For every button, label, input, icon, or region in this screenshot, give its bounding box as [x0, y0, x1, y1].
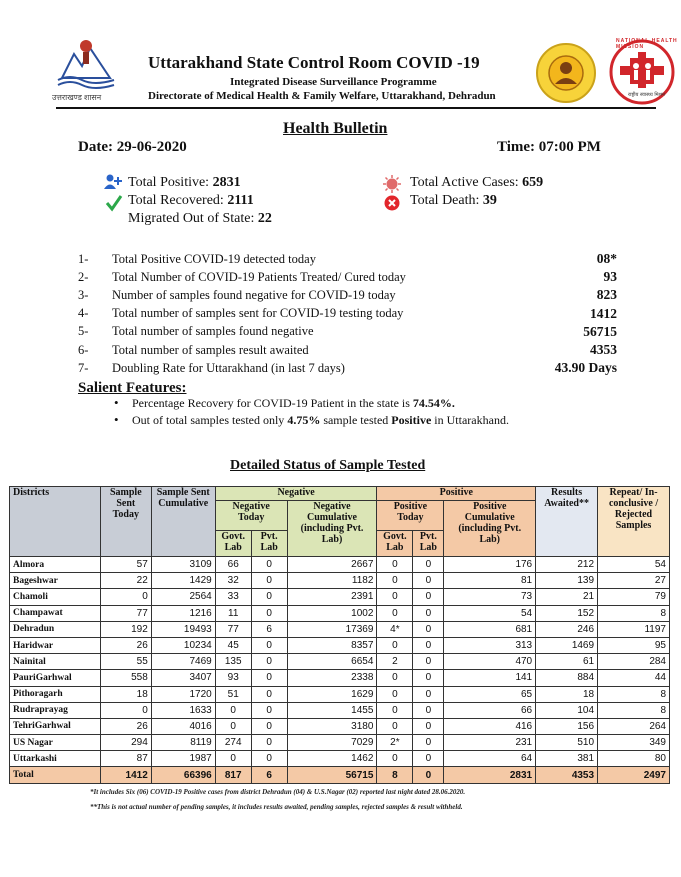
item-text: Total number of samples found negative [112, 324, 314, 339]
cell-sent-today: 87 [100, 751, 151, 767]
item-number: 6- [78, 342, 89, 357]
cell-pos-govt: 0 [377, 573, 413, 589]
cell-repeat-rejected: 8 [598, 686, 670, 702]
bullet2-text-pre: Out of total samples tested only [132, 413, 288, 427]
stat-total-recovered [128, 193, 254, 209]
cell-neg-govt: 93 [215, 670, 251, 686]
cell-pos-govt: 0 [377, 670, 413, 686]
cell-neg-pvt: 6 [251, 621, 287, 637]
col-header-pos-govt-lab: Govt. Lab [377, 531, 413, 557]
cell-neg-pvt: 0 [251, 718, 287, 734]
cell-total-results-awaited: 4353 [536, 767, 598, 783]
cell-pos-govt: 0 [377, 589, 413, 605]
cell-sent-today: 77 [100, 605, 151, 621]
stat-total-positive [128, 175, 241, 191]
item-text: Total Positive COVID-19 detected today [112, 251, 316, 266]
salient-features-list [110, 396, 509, 430]
cell-sent-today: 0 [100, 589, 151, 605]
cell-sent-today: 22 [100, 573, 151, 589]
col-header-neg-pvt-lab: Pvt. Lab [251, 531, 287, 557]
list-item [78, 341, 617, 359]
cell-pos-govt: 2 [377, 654, 413, 670]
cell-pos-cumulative: 681 [444, 621, 536, 637]
active-label: Total Active Cases: [410, 175, 519, 190]
cell-district: Haridwar [10, 637, 101, 653]
table-body [10, 557, 670, 784]
table-row [10, 605, 670, 621]
item-text: Total Number of COVID-19 Patients Treated/ Cured today [112, 269, 406, 284]
nhm-logo [606, 38, 678, 106]
item-value: 4353 [590, 342, 617, 358]
cell-pos-pvt: 0 [413, 621, 444, 637]
cell-sent-cumulative: 1633 [151, 702, 215, 718]
nhm-logo-text: NATIONAL HEALTH MISSION [616, 38, 678, 50]
col-header-negative: Negative [215, 487, 377, 501]
cell-neg-cumulative: 3180 [287, 718, 377, 734]
cell-pos-cumulative: 81 [444, 573, 536, 589]
salient-features-heading: Salient Features: [78, 380, 187, 396]
bullet2-positive-word: Positive [391, 413, 432, 427]
cell-sent-today: 26 [100, 718, 151, 734]
cell-neg-pvt: 0 [251, 686, 287, 702]
header-subtitle-idsp: Integrated Disease Surveillance Programme [230, 76, 437, 88]
cell-neg-cumulative: 2667 [287, 557, 377, 573]
table-row [10, 589, 670, 605]
cell-neg-cumulative: 1629 [287, 686, 377, 702]
cell-repeat-rejected: 80 [598, 751, 670, 767]
col-header-positive-today: Positive Today [377, 501, 444, 531]
total-positive-label: Total Positive: [128, 175, 210, 190]
item-number: 2- [78, 269, 89, 284]
item-number: 7- [78, 360, 89, 375]
list-item [78, 305, 617, 323]
cell-neg-cumulative: 17369 [287, 621, 377, 637]
cell-district: Champawat [10, 605, 101, 621]
cell-pos-pvt: 0 [413, 718, 444, 734]
table-row [10, 654, 670, 670]
cell-repeat-rejected: 79 [598, 589, 670, 605]
total-recovered-label: Total Recovered: [128, 193, 224, 208]
cell-results-awaited: 21 [536, 589, 598, 605]
cell-total-neg-pvt: 6 [251, 767, 287, 783]
cell-pos-govt: 0 [377, 686, 413, 702]
col-header-neg-govt-lab: Govt. Lab [215, 531, 251, 557]
col-header-negative-today: Negative Today [215, 501, 287, 531]
item-value: 93 [603, 269, 617, 285]
cell-district: Dehradun [10, 621, 101, 637]
cell-pos-govt: 0 [377, 718, 413, 734]
cell-pos-pvt: 0 [413, 557, 444, 573]
cell-sent-today: 558 [100, 670, 151, 686]
stat-total-death [410, 193, 497, 209]
cell-sent-cumulative: 1720 [151, 686, 215, 702]
cell-total-pos-cumulative: 2831 [444, 767, 536, 783]
cell-sent-today: 192 [100, 621, 151, 637]
header-subtitle-directorate: Directorate of Medical Health & Family Welfare, Uttarakhand, Dehradun [148, 90, 496, 102]
cell-repeat-rejected: 349 [598, 735, 670, 751]
cell-pos-cumulative: 176 [444, 557, 536, 573]
item-number: 1- [78, 251, 89, 266]
col-header-sent-cumulative: Sample Sent Cumulative [151, 487, 215, 557]
checkmark-icon [105, 194, 123, 217]
list-item [78, 250, 617, 268]
table-row [10, 573, 670, 589]
cell-pos-cumulative: 313 [444, 637, 536, 653]
col-header-districts: Districts [10, 487, 101, 557]
cell-pos-govt: 0 [377, 751, 413, 767]
cell-district: Nainital [10, 654, 101, 670]
cell-sent-cumulative: 1429 [151, 573, 215, 589]
stat-migrated [128, 211, 272, 227]
cell-district: Chamoli [10, 589, 101, 605]
cell-neg-govt: 135 [215, 654, 251, 670]
death-value: 39 [482, 193, 497, 208]
cell-total-neg-cumulative: 56715 [287, 767, 377, 783]
cell-pos-cumulative: 470 [444, 654, 536, 670]
cell-neg-pvt: 0 [251, 605, 287, 621]
cell-total-repeat-rejected: 2497 [598, 767, 670, 783]
cell-results-awaited: 884 [536, 670, 598, 686]
cell-pos-cumulative: 66 [444, 702, 536, 718]
col-header-negative-cumulative: Negative Cumulative (including Pvt. Lab) [287, 501, 377, 557]
cell-neg-govt: 66 [215, 557, 251, 573]
state-emblem-logo [54, 36, 118, 92]
cell-neg-govt: 32 [215, 573, 251, 589]
cell-pos-pvt: 0 [413, 702, 444, 718]
cell-repeat-rejected: 284 [598, 654, 670, 670]
table-row [10, 670, 670, 686]
cell-neg-pvt: 0 [251, 637, 287, 653]
cell-pos-cumulative: 65 [444, 686, 536, 702]
cell-neg-pvt: 0 [251, 670, 287, 686]
idsp-logo [535, 42, 597, 104]
item-value: 823 [596, 287, 617, 303]
table-row [10, 621, 670, 637]
cell-repeat-rejected: 8 [598, 605, 670, 621]
cell-sent-today: 18 [100, 686, 151, 702]
cell-neg-cumulative: 2338 [287, 670, 377, 686]
cell-results-awaited: 139 [536, 573, 598, 589]
cell-neg-cumulative: 1002 [287, 605, 377, 621]
stat-active-cases [410, 175, 543, 191]
total-positive-value: 2831 [212, 175, 241, 190]
item-number: 3- [78, 287, 89, 302]
cell-district: Almora [10, 557, 101, 573]
item-value: 43.90 Days [554, 360, 617, 376]
list-item [110, 413, 509, 430]
cell-pos-cumulative: 73 [444, 589, 536, 605]
cell-neg-govt: 77 [215, 621, 251, 637]
cell-neg-govt: 0 [215, 751, 251, 767]
cell-sent-cumulative: 1987 [151, 751, 215, 767]
cell-pos-pvt: 0 [413, 573, 444, 589]
cell-results-awaited: 381 [536, 751, 598, 767]
cell-neg-pvt: 0 [251, 557, 287, 573]
header-rule [56, 107, 656, 109]
table-row [10, 735, 670, 751]
cell-pos-pvt: 0 [413, 605, 444, 621]
cell-pos-pvt: 0 [413, 589, 444, 605]
active-value: 659 [522, 175, 544, 190]
cell-pos-cumulative: 141 [444, 670, 536, 686]
cell-sent-cumulative: 8119 [151, 735, 215, 751]
table-row [10, 686, 670, 702]
col-header-positive-cumulative: Positive Cumulative (including Pvt. Lab) [444, 501, 536, 557]
cell-pos-cumulative: 64 [444, 751, 536, 767]
cell-results-awaited: 246 [536, 621, 598, 637]
nhm-logo-hindi: राष्ट्रीय स्वास्थ्य मिशन [628, 92, 665, 98]
migrated-value: 22 [257, 211, 272, 226]
cell-sent-today: 294 [100, 735, 151, 751]
cell-neg-cumulative: 6654 [287, 654, 377, 670]
total-recovered-value: 2111 [227, 193, 254, 208]
header-title: Uttarakhand State Control Room COVID -19 [148, 53, 480, 72]
cell-repeat-rejected: 95 [598, 637, 670, 653]
cell-total-sent-cumulative: 66396 [151, 767, 215, 783]
cell-neg-govt: 51 [215, 686, 251, 702]
list-item [78, 323, 617, 341]
cell-results-awaited: 18 [536, 686, 598, 702]
add-person-icon [103, 174, 123, 195]
cell-district: Uttarkashi [10, 751, 101, 767]
bullet2-text-mid: sample tested [320, 413, 392, 427]
cell-neg-pvt: 0 [251, 573, 287, 589]
cell-neg-govt: 274 [215, 735, 251, 751]
cell-total-label: Total [10, 767, 101, 783]
cell-total-pos-govt: 8 [377, 767, 413, 783]
cell-pos-pvt: 0 [413, 637, 444, 653]
bulletin-heading: Health Bulletin [283, 120, 388, 137]
cell-district: PauriGarhwal [10, 670, 101, 686]
cell-neg-cumulative: 1182 [287, 573, 377, 589]
cell-pos-pvt: 0 [413, 735, 444, 751]
cell-pos-pvt: 0 [413, 654, 444, 670]
cell-sent-today: 57 [100, 557, 151, 573]
cell-repeat-rejected: 54 [598, 557, 670, 573]
footnote-pending-samples: **This is not actual number of pending samples, it includes results awaited, pending samples, rejected samples & result withheld. [90, 803, 463, 811]
cell-neg-cumulative: 8357 [287, 637, 377, 653]
cell-pos-cumulative: 231 [444, 735, 536, 751]
cell-pos-govt: 0 [377, 637, 413, 653]
cell-district: Bageshwar [10, 573, 101, 589]
item-number: 4- [78, 306, 89, 321]
cell-sent-cumulative: 4016 [151, 718, 215, 734]
cell-neg-cumulative: 2391 [287, 589, 377, 605]
cell-repeat-rejected: 264 [598, 718, 670, 734]
table-row [10, 702, 670, 718]
cell-pos-govt: 0 [377, 557, 413, 573]
cell-sent-cumulative: 2564 [151, 589, 215, 605]
cell-results-awaited: 510 [536, 735, 598, 751]
cell-district: US Nagar [10, 735, 101, 751]
cell-neg-govt: 0 [215, 718, 251, 734]
cell-district: TehriGarhwal [10, 718, 101, 734]
cell-neg-pvt: 0 [251, 735, 287, 751]
cell-sent-cumulative: 7469 [151, 654, 215, 670]
list-item [78, 359, 617, 377]
cell-district: Rudraprayag [10, 702, 101, 718]
cell-pos-cumulative: 54 [444, 605, 536, 621]
cell-total-sent-today: 1412 [100, 767, 151, 783]
cell-sent-today: 55 [100, 654, 151, 670]
list-item [110, 396, 509, 413]
cell-repeat-rejected: 27 [598, 573, 670, 589]
table-row [10, 637, 670, 653]
item-value: 1412 [590, 305, 617, 321]
cell-neg-govt: 0 [215, 702, 251, 718]
footnote-positive-cases: *It includes Six (06) COVID-19 Positive cases from district Dehradun (04) & U.S.Nagar (02) reported last night dated 28.06.2020. [90, 788, 466, 796]
sample-status-table [9, 486, 670, 784]
cell-total-pos-pvt: 0 [413, 767, 444, 783]
cell-neg-govt: 33 [215, 589, 251, 605]
cell-sent-cumulative: 1216 [151, 605, 215, 621]
cell-results-awaited: 156 [536, 718, 598, 734]
cell-pos-pvt: 0 [413, 751, 444, 767]
cell-pos-govt: 0 [377, 605, 413, 621]
cell-repeat-rejected: 1197 [598, 621, 670, 637]
death-label: Total Death: [410, 193, 480, 208]
cell-total-neg-govt: 817 [215, 767, 251, 783]
cell-neg-pvt: 0 [251, 702, 287, 718]
cell-sent-today: 26 [100, 637, 151, 653]
cell-neg-pvt: 0 [251, 751, 287, 767]
col-header-positive: Positive [377, 487, 536, 501]
migrated-label: Migrated Out of State: [128, 211, 255, 226]
cell-repeat-rejected: 44 [598, 670, 670, 686]
bulletin-date: Date: 29-06-2020 [78, 139, 187, 155]
close-circle-icon [384, 195, 400, 216]
table-row [10, 718, 670, 734]
detailed-status-title: Detailed Status of Sample Tested [230, 458, 426, 473]
cell-sent-cumulative: 3407 [151, 670, 215, 686]
col-header-repeat-rejected: Repeat/ In-conclusive / Rejected Samples [598, 487, 670, 557]
cell-pos-govt: 2* [377, 735, 413, 751]
positivity-percentage: 4.75% [287, 413, 321, 427]
item-text: Total number of samples result awaited [112, 342, 309, 357]
table-row [10, 557, 670, 573]
bullet2-text-post: in Uttarakhand. [431, 413, 509, 427]
cell-sent-cumulative: 3109 [151, 557, 215, 573]
cell-pos-pvt: 0 [413, 686, 444, 702]
cell-pos-cumulative: 416 [444, 718, 536, 734]
item-value: 56715 [583, 323, 617, 339]
cell-neg-govt: 45 [215, 637, 251, 653]
cell-results-awaited: 152 [536, 605, 598, 621]
cell-results-awaited: 212 [536, 557, 598, 573]
item-text: Doubling Rate for Uttarakhand (in last 7 days) [112, 360, 345, 375]
cell-results-awaited: 1469 [536, 637, 598, 653]
list-item [78, 286, 617, 304]
cell-sent-cumulative: 19493 [151, 621, 215, 637]
cell-results-awaited: 61 [536, 654, 598, 670]
cell-neg-govt: 11 [215, 605, 251, 621]
bullet1-text: Percentage Recovery for COVID-19 Patient in the state is [132, 396, 413, 410]
cell-neg-cumulative: 1455 [287, 702, 377, 718]
cell-pos-govt: 0 [377, 702, 413, 718]
col-header-pos-pvt-lab: Pvt. Lab [413, 531, 444, 557]
cell-neg-cumulative: 7029 [287, 735, 377, 751]
list-item [78, 268, 617, 286]
col-header-sent-today: Sample Sent Today [100, 487, 151, 557]
bulletin-time: Time: 07:00 PM [497, 139, 601, 155]
cell-sent-cumulative: 10234 [151, 637, 215, 653]
cell-sent-today: 0 [100, 702, 151, 718]
table-row [10, 751, 670, 767]
cell-neg-pvt: 0 [251, 654, 287, 670]
cell-district: Pithoragarh [10, 686, 101, 702]
item-number: 5- [78, 324, 89, 339]
col-header-results-awaited: Results Awaited** [536, 487, 598, 557]
cell-pos-govt: 4* [377, 621, 413, 637]
numbered-stats-list [78, 250, 617, 377]
item-value: 08* [596, 251, 617, 267]
cell-neg-pvt: 0 [251, 589, 287, 605]
emblem-caption: उत्तराखण्ड शासन [52, 93, 102, 102]
item-text: Number of samples found negative for COVID-19 today [112, 287, 396, 302]
recovery-percentage: 74.54%. [412, 396, 455, 410]
cell-neg-cumulative: 1462 [287, 751, 377, 767]
cell-pos-pvt: 0 [413, 670, 444, 686]
cell-results-awaited: 104 [536, 702, 598, 718]
cell-repeat-rejected: 8 [598, 702, 670, 718]
item-text: Total number of samples sent for COVID-19 testing today [112, 306, 404, 321]
total-row [10, 767, 670, 783]
